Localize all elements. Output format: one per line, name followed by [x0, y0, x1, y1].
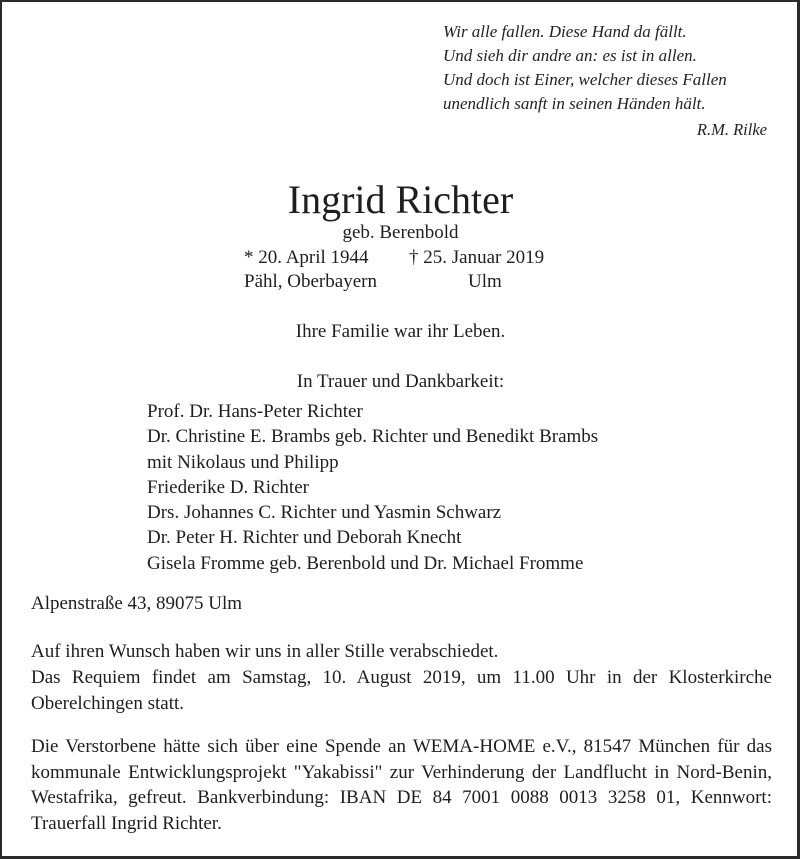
poem-line: Und sieh dir andre an: es ist in allen. — [443, 46, 697, 65]
deathplace: Ulm — [468, 271, 502, 292]
requiem-note: Das Requiem findet am Samstag, 10. August 2019, um 11.00 Uhr in der Klosterkirche Oberelchingen statt. — [31, 667, 772, 714]
mourner-entry: Gisela Fromme geb. Berenbold und Dr. Michael Fromme — [147, 552, 584, 574]
mourner-entry: Friederike D. Richter — [147, 476, 309, 498]
family-address: Alpenstraße 43, 89075 Ulm — [31, 593, 243, 614]
deceased-name: Ingrid Richter — [287, 177, 514, 222]
mourner-entry: Dr. Christine E. Brambs geb. Richter und Benedikt Brambs — [147, 426, 599, 448]
mourning-heading: In Trauer und Dankbarkeit: — [296, 371, 505, 392]
death-date: † 25. Januar 2019 — [409, 247, 545, 268]
poem-author: R.M. Rilke — [696, 120, 767, 139]
mourner-entry: mit Nikolaus und Philipp — [147, 451, 339, 473]
birth-date: * 20. April 1944 — [244, 247, 369, 268]
mourner-entry: Prof. Dr. Hans-Peter Richter — [147, 401, 363, 422]
poem-quote — [443, 20, 727, 116]
maiden-name: geb. Berenbold — [342, 222, 459, 243]
donation-note: Die Verstorbene hätte sich über eine Spende an WEMA-HOME e.V., 81547 München für das kommunale Entwicklungsprojekt "Yakabissi" zur Verhinderung der Landflucht in Nord-Benin, Westafrika, gefreut. Bankverbindung: IBAN DE 84 7001 0088 0013 3258 01, Kennwort: Trauerfall Ingrid Richter. — [31, 736, 772, 834]
motto: Ihre Familie war ihr Leben. — [295, 321, 506, 342]
mourners-list — [147, 399, 598, 576]
farewell-note: Auf ihren Wunsch haben wir uns in aller Stille verabschiedet. — [31, 641, 499, 662]
mourner-entry: Drs. Johannes C. Richter und Yasmin Schwarz — [147, 502, 502, 524]
poem-line: unendlich sanft in seinen Händen hält. — [443, 94, 706, 113]
poem-line: Und doch ist Einer, welcher dieses Fallen — [443, 70, 727, 89]
poem-line: Wir alle fallen. Diese Hand da fällt. — [443, 22, 687, 41]
mourner-entry: Dr. Peter H. Richter und Deborah Knecht — [147, 527, 462, 549]
birthplace: Pähl, Oberbayern — [244, 271, 377, 292]
